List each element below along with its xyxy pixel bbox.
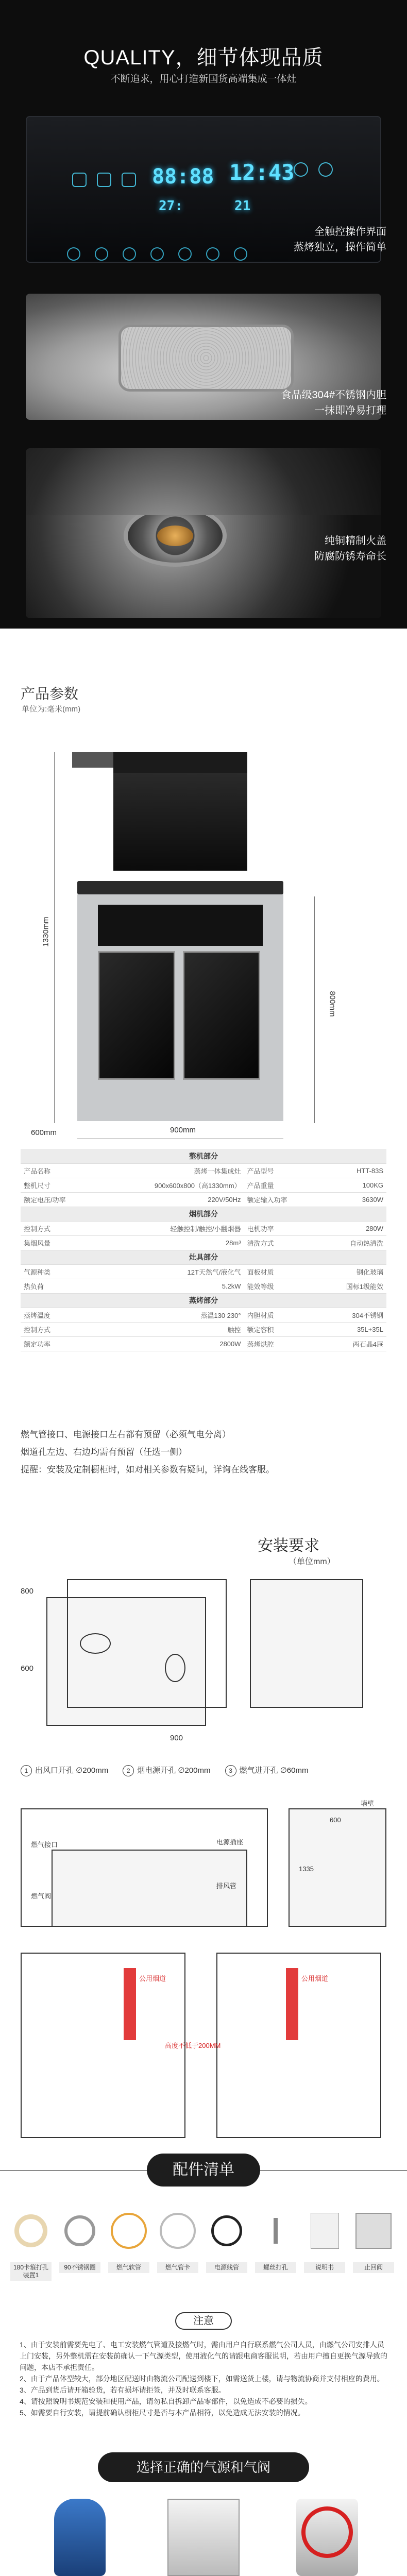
tray-caption	[281, 387, 387, 418]
exhaust-label: 排风管	[216, 1882, 237, 1890]
hood-icon	[122, 173, 136, 187]
spec-row: 蒸烤温度 蒸温130 230° 内胆材质 304不锈钢	[21, 1308, 386, 1322]
hose-icon	[108, 2202, 149, 2259]
tray-caption-line1: 食品级304#不锈钢内胆	[281, 389, 386, 401]
side-dim-1: 600	[330, 1816, 341, 1824]
notice-body: 1、由于安装前需要先电了、电工安装燃气管道及接燃气时，需由用户自行联系燃气公司人员，由燃气公司安排人员上门安装，另外整机需在安装前确认一下气源类型，使用液化气的请跟电商客服说明，若由用户擅自更换气源导致的问题，本店不承担责任。 2、由于产品体型较大，部分地区配送时由物流公司配送到楼下，如需送货上楼，请与物流协商并支付相应的费用。 3、产品到货后请开箱验货，若有损坏请拒签，并及时联系客服。 4、请按照说明书规范安装和使用产品，请勿私自拆卸产品零部件，以免造成不必要的损失。 5、如需要自行安装，请提前确认橱柜尺寸是否与本产品相符，以免造成无法安装的情况。	[20, 2341, 387, 2417]
spec-group-header: 整机部分	[21, 1149, 386, 1163]
gas-source-2	[147, 2499, 260, 2576]
legend-1: 出风口开孔 ∅200mm	[35, 1766, 109, 1775]
install-dim-1: 800	[21, 1587, 34, 1596]
accessory-8: 止回阀	[353, 2202, 394, 2273]
params-unit: 单位为:毫米(mm)	[22, 705, 81, 714]
note-1: 燃气管接口、电源接口左右都有预留（必须气电分离）	[21, 1430, 231, 1439]
grill-icon	[97, 173, 111, 187]
install-dim-2: 900	[170, 1734, 183, 1742]
spec-group-header: 烟机部分	[21, 1207, 386, 1221]
cooktop	[77, 881, 283, 894]
gas-meter-icon	[167, 2499, 240, 2576]
gas-source-3	[270, 2499, 384, 2576]
quality-subtitle: 不断追求，用心打造新国货高端集成一体灶	[110, 74, 297, 84]
accessory-5: 电源线管	[206, 2202, 247, 2273]
hole-1	[80, 1633, 111, 1654]
coal-gas-icon	[296, 2499, 358, 2576]
params-notes	[21, 1426, 275, 1479]
legend-3: 燃气进开孔 ∅60mm	[239, 1766, 309, 1775]
lpg-cylinder-icon	[54, 2499, 106, 2576]
spec-table	[21, 1149, 386, 1351]
cover-icon	[353, 2202, 394, 2259]
manual-icon	[304, 2202, 345, 2259]
gas-valve-label: 燃气阀	[31, 1892, 52, 1900]
accessory-4: 燃气管卡	[157, 2202, 198, 2273]
params-section	[0, 629, 407, 1530]
spec-row: 产品名称 蒸烤一体集成灶 产品型号 HTT-83S	[21, 1163, 386, 1178]
panel-caption	[294, 224, 386, 255]
note-3: 提醒：安装及定制橱柜时，如对相关参数有疑问，详询在线客服。	[21, 1465, 275, 1475]
burner-image-lower	[26, 515, 381, 618]
spec-row: 控制方式 轻触控制/触控/小翻烟器 电机功率 280W	[21, 1221, 386, 1235]
lcd-display-3: 27:	[159, 198, 183, 214]
lcd-display-1: 88:88	[152, 165, 214, 189]
dim-width: 900mm	[170, 1126, 196, 1134]
spec-row: 热负荷 5.2kW 能效等级 国标1级能效	[21, 1279, 386, 1293]
oven-door-left	[98, 951, 175, 1080]
panel-caption-line2: 蒸烤独立，操作简单	[294, 242, 386, 253]
light-icon	[294, 162, 308, 177]
tray-caption-line2: 一抹即净易打理	[314, 405, 386, 416]
panel-icons	[72, 173, 136, 187]
lcd-display-4: 21	[234, 198, 251, 214]
panel-caption-line1: 全触控操作界面	[314, 226, 386, 238]
fan-icon	[95, 247, 108, 261]
steam-tray	[118, 325, 294, 392]
spec-row: 气源种类 12T天然气/液化气 面板材质 钢化玻璃	[21, 1264, 386, 1279]
panel-buttons	[67, 247, 247, 261]
side-dim-2: 1335	[299, 1865, 314, 1873]
accessory-6: 螺丝打孔	[255, 2202, 296, 2273]
accessory-2: 90不锈钢圈	[59, 2202, 100, 2273]
flue-pipe-right	[286, 1968, 298, 2040]
accessories-title: 配件清单	[147, 2154, 260, 2187]
steam-mode-icon	[123, 247, 136, 261]
hood-glass	[113, 773, 247, 871]
spec-group-header: 蒸烤部分	[21, 1293, 386, 1308]
install-section	[0, 1530, 407, 2154]
steam-icon	[72, 173, 87, 187]
tube-icon	[206, 2202, 247, 2259]
burner-caption-line1: 纯铜精制火盖	[325, 535, 386, 547]
burner-image	[26, 448, 381, 515]
steel-ring-icon	[59, 2202, 100, 2259]
cabinet-side	[250, 1579, 363, 1708]
plus-icon	[206, 247, 219, 261]
burner-caption	[314, 533, 386, 564]
power-socket-label: 电源插座	[216, 1838, 244, 1846]
pipe-clip-icon	[157, 2202, 198, 2259]
spec-row: 控制方式 触控 额定容积 35L+35L	[21, 1322, 386, 1336]
spec-row: 额定电压/功率 220V/50Hz 额定输入功率 3630W	[21, 1192, 386, 1207]
dim-depth: 800mm	[328, 991, 337, 1017]
minus-icon	[178, 247, 192, 261]
gas-source-1	[23, 2499, 137, 2576]
legend-2: 烟电源开孔 ∅200mm	[137, 1766, 211, 1775]
spec-row: 整机尺寸 900x600x800（高1330mm） 产品重量 100KG	[21, 1178, 386, 1192]
accessory-1: 180卡箍打孔装置1	[10, 2202, 52, 2281]
install-legend: 1 出风口开孔 ∅200mm 2 烟电源开孔 ∅200mm 3 燃气进开孔 ∅60mm	[21, 1765, 308, 1776]
spec-row: 额定功率 2800W 蒸烤烘腔 两石晶4屉	[21, 1336, 386, 1351]
install-dim-3: 600	[21, 1664, 34, 1673]
start-icon	[234, 247, 247, 261]
quality-section	[0, 0, 407, 515]
burner-caption-line2: 防腐防锈寿命长	[314, 551, 386, 562]
cabinet-illustration-right	[216, 1953, 381, 2138]
dim-height: 1330mm	[41, 917, 50, 947]
stove-diagram	[67, 752, 294, 1123]
stove-control-bar	[98, 905, 263, 946]
gas-port-label: 燃气接口	[31, 1841, 58, 1849]
hole-2	[165, 1654, 185, 1682]
install-unit: （单位mm）	[289, 1557, 335, 1566]
spec-row: 集烟风量 28m³ 清洗方式 自动热清洗	[21, 1235, 386, 1250]
bake-mode-icon	[150, 247, 164, 261]
ring-icon	[10, 2202, 52, 2259]
screw-icon	[255, 2202, 296, 2259]
accessories-section	[0, 2154, 407, 2576]
oven-door-right	[183, 951, 260, 1080]
lcd-display-2: 12:43	[229, 160, 295, 185]
wall-label: 墙壁	[361, 1800, 375, 1807]
notice-title: 注意	[175, 2312, 232, 2330]
dim-side: 600mm	[31, 1128, 57, 1137]
install-title: 安装要求	[258, 1537, 319, 1554]
stove-body	[77, 894, 283, 1121]
spec-group-header: 灶具部分	[21, 1250, 386, 1264]
gas-title: 选择正确的气源和气阀	[98, 2452, 309, 2482]
quality-title: QUALITY，细节体现品质	[83, 46, 324, 69]
timer-icon	[318, 162, 333, 177]
burner-cap	[157, 526, 193, 546]
power-icon	[67, 247, 80, 261]
note-2: 烟道孔左边、右边均需有预留（任选一侧）	[21, 1447, 187, 1457]
gap-label: 高度不低于200MM	[165, 2042, 221, 2049]
public-flue-label-right: 公用烟道	[301, 1975, 329, 1982]
flue-pipe-left	[124, 1968, 136, 2040]
accessory-3: 燃气软管	[108, 2202, 149, 2273]
public-flue-label-left: 公用烟道	[139, 1975, 166, 1982]
accessory-7: 说明书	[304, 2202, 345, 2273]
params-title: 产品参数	[21, 686, 79, 702]
